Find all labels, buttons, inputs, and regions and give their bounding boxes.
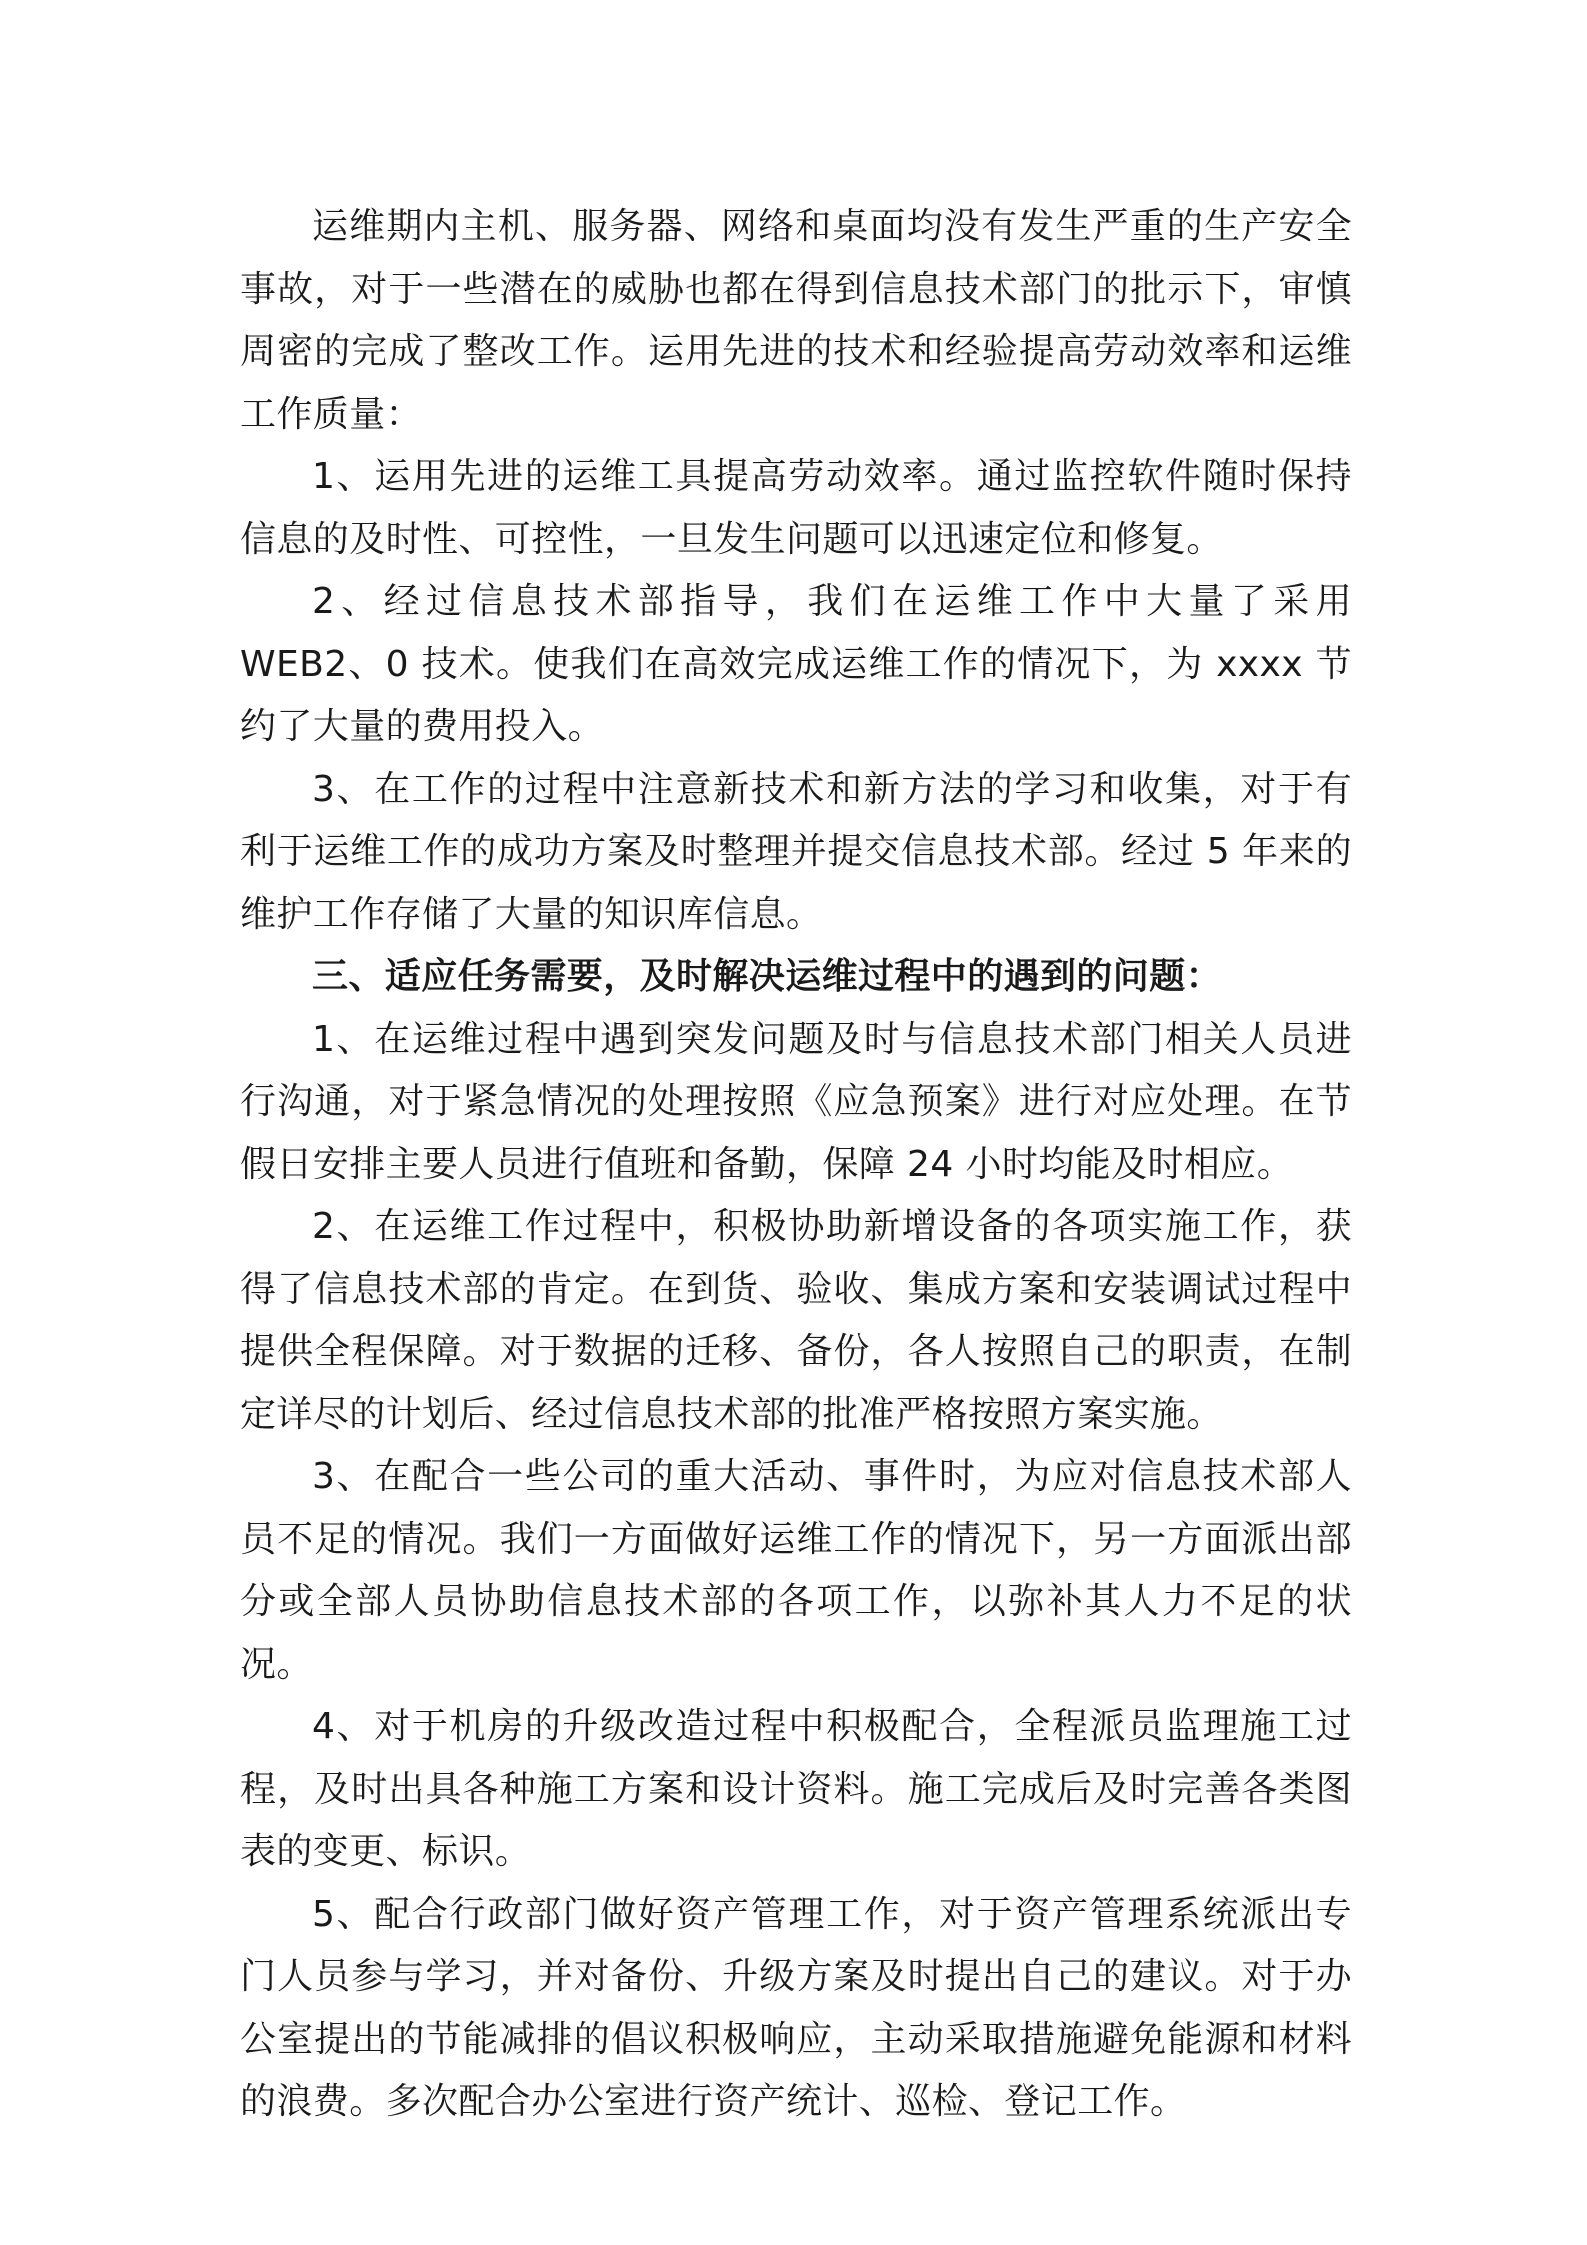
paragraph-section3-item-3-major-events: 3、在配合一些公司的重大活动、事件时，为应对信息技术部人员不足的情况。我们一方面做好运维工作的情况下，另一方面派出部分或全部人员协助信息技术部的各项工作，以弥补其人力不足的状况。 xyxy=(240,1456,1352,1685)
paragraph-section3-item-5-asset-management: 5、配合行政部门做好资产管理工作，对于资产管理系统派出专门人员参与学习，并对备份、升级方案及时提出自己的建议。对于办公室提出的节能减排的倡议积极响应，主动采取措施避免能源和材料的浪费。多次配合办公室进行资产统计、巡检、登记工作。 xyxy=(240,1893,1352,2122)
paragraph-intro: 运维期内主机、服务器、网络和桌面均没有发生严重的生产安全事故，对于一些潜在的威胁也都在得到信息技术部门的批示下，审慎周密的完成了整改工作。运用先进的技术和经验提高劳动效率和运维工作质量： xyxy=(240,206,1352,435)
section-heading-three: 三、适应任务需要，及时解决运维过程中的遇到的问题： xyxy=(312,956,1223,997)
paragraph-section3-item-2-new-equipment: 2、在运维工作过程中，积极协助新增设备的各项实施工作，获得了信息技术部的肯定。在到货、验收、集成方案和安装调试过程中提供全程保障。对于数据的迁移、备份，各人按照自己的职责，在制定详尽的计划后、经过信息技术部的批准严格按照方案实施。 xyxy=(240,1206,1352,1435)
paragraph-item-1-monitoring-tools: 1、运用先进的运维工具提高劳动效率。通过监控软件随时保持信息的及时性、可控性，一旦发生问题可以迅速定位和修复。 xyxy=(240,456,1352,560)
document-page xyxy=(240,196,1352,2134)
paragraph-item-3-knowledge-base: 3、在工作的过程中注意新技术和新方法的学习和收集，对于有利于运维工作的成功方案及时整理并提交信息技术部。经过 5 年来的维护工作存储了大量的知识库信息。 xyxy=(240,768,1352,935)
paragraph-section3-item-4-machine-room: 4、对于机房的升级改造过程中积极配合，全程派员监理施工过程，及时出具各种施工方案和设计资料。施工完成后及时完善各类图表的变更、标识。 xyxy=(240,1706,1352,1872)
paragraph-item-2-web-technology: 2、经过信息技术部指导，我们在运维工作中大量了采用 WEB2、0 技术。使我们在高效完成运维工作的情况下，为 xxxx 节约了大量的费用投入。 xyxy=(240,581,1352,747)
paragraph-section3-item-1-emergency: 1、在运维过程中遇到突发问题及时与信息技术部门相关人员进行沟通，对于紧急情况的处理按照《应急预案》进行对应处理。在节假日安排主要人员进行值班和备勤，保障 24 小时均能及时相应。 xyxy=(240,1018,1352,1185)
